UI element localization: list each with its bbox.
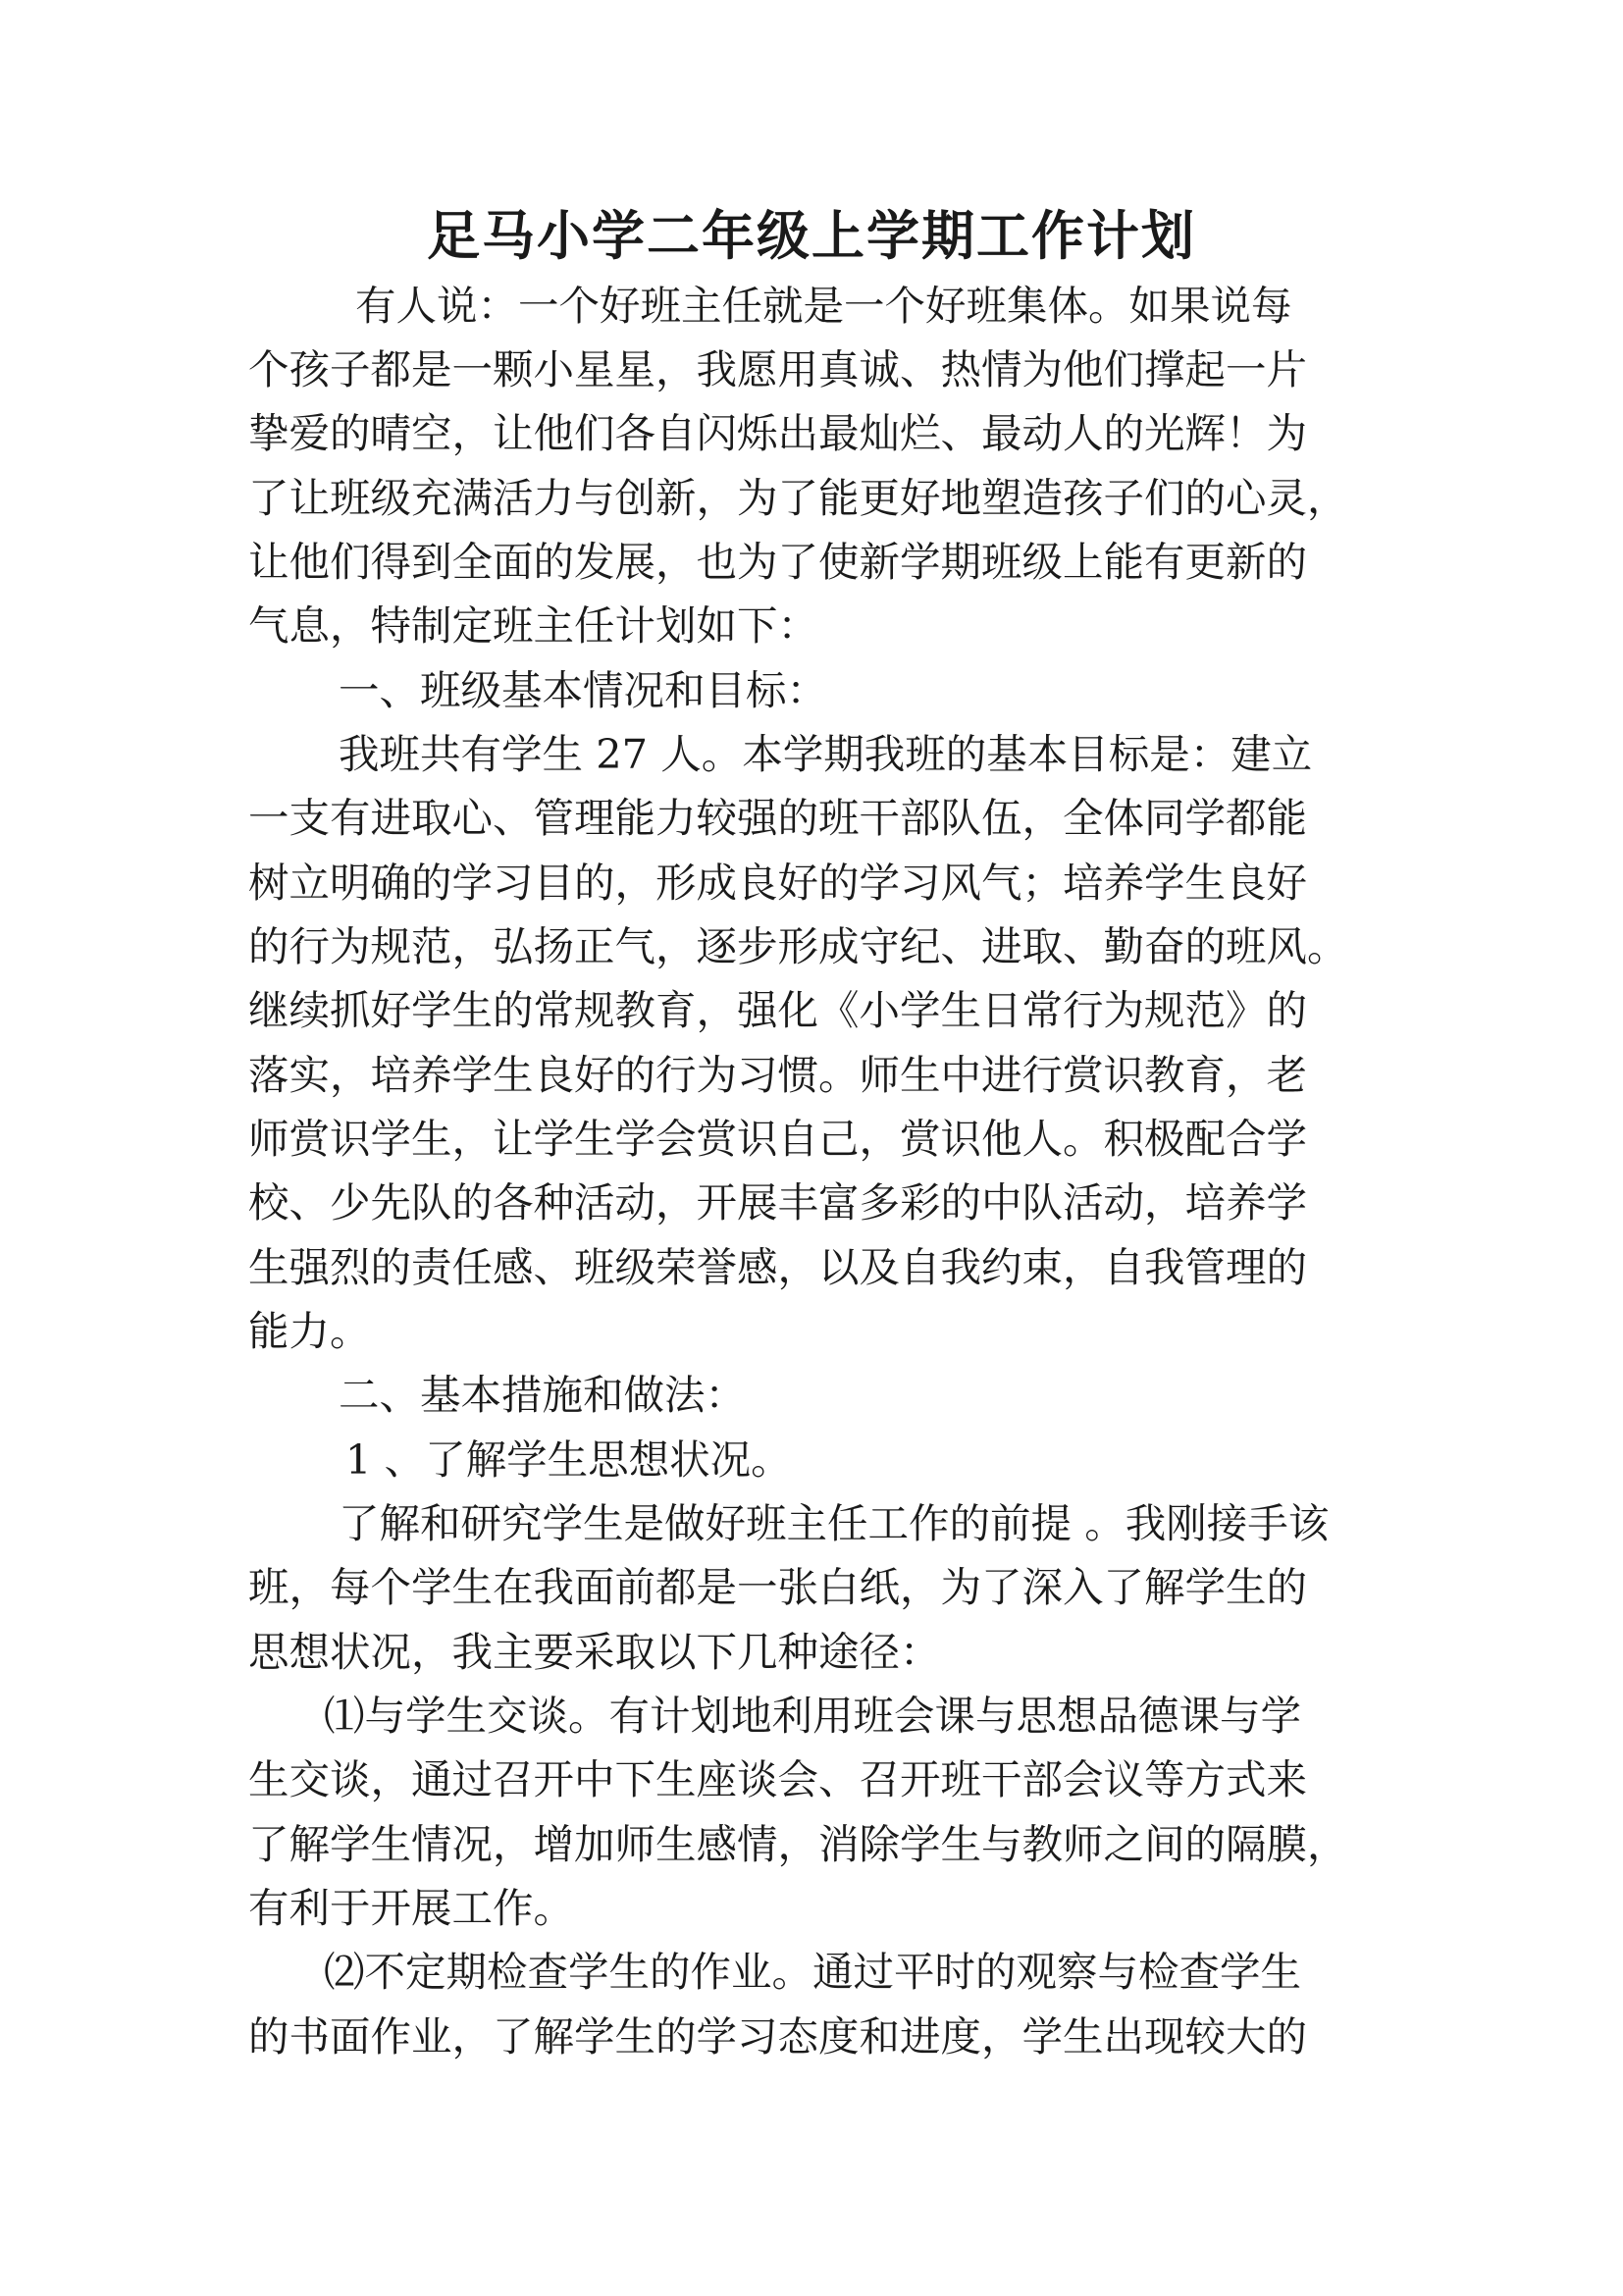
sub-heading: 1 、了解学生思想状况。	[345, 1435, 792, 1484]
paragraph-line: 校、少先队的各种活动，开展丰富多彩的中队活动，培养学	[248, 1178, 1308, 1226]
paragraph-line: 气息，特制定班主任计划如下：	[248, 601, 819, 650]
paragraph-line: 继续抓好学生的常规教育，强化《小学生日常行为规范》的	[248, 986, 1308, 1034]
paragraph-line: 生交谈，通过召开中下生座谈会、召开班干部会议等方式来	[248, 1755, 1308, 1803]
paragraph-line: 生强烈的责任感、班级荣誉感，以及自我约束，自我管理的	[248, 1243, 1308, 1291]
paragraph-line: 个孩子都是一颗小星星，我愿用真诚、热情为他们撑起一片	[248, 345, 1308, 393]
paragraph-line: 了让班级充满活力与创新，为了能更好地塑造孩子们的心灵，	[248, 474, 1348, 522]
paragraph-line: ⑵不定期检查学生的作业。通过平时的观察与检查学生	[324, 1948, 1302, 1996]
paragraph-line: 落实，培养学生良好的行为习惯。师生中进行赏识教育，老	[248, 1051, 1308, 1099]
paragraph-line: 挚爱的晴空，让他们各自闪烁出最灿烂、最动人的光辉！为	[248, 409, 1308, 457]
paragraph-line: 了解学生情况，增加师生感情，消除学生与教师之间的隔膜，	[248, 1820, 1348, 1868]
paragraph-line: 能力。	[248, 1307, 371, 1355]
paragraph-line: ⑴与学生交谈。有计划地利用班会课与思想品德课与学	[324, 1692, 1302, 1740]
paragraph-line: 让他们得到全面的发展，也为了使新学期班级上能有更新的	[248, 538, 1308, 586]
paragraph-line: 树立明确的学习目的，形成良好的学习风气；培养学生良好	[248, 859, 1308, 907]
paragraph-line: 了解和研究学生是做好班主任工作的前提 。我刚接手该	[339, 1499, 1330, 1547]
paragraph-line: 一支有进取心、管理能力较强的班干部队伍，全体同学都能	[248, 794, 1308, 842]
document-title: 足马小学二年级上学期工作计划	[427, 204, 1196, 267]
paragraph-line: 的行为规范，弘扬正气，逐步形成守纪、进取、勤奋的班风。	[248, 922, 1348, 970]
section-heading: 二、基本措施和做法：	[339, 1371, 747, 1419]
paragraph-line: 我班共有学生 27 人。本学期我班的基本目标是：建立	[339, 730, 1313, 778]
paragraph-line: 班，每个学生在我面前都是一张白纸，为了深入了解学生的	[248, 1563, 1308, 1611]
paragraph-line: 有人说：一个好班主任就是一个好班集体。如果说每	[355, 282, 1292, 330]
paragraph-line: 的书面作业，了解学生的学习态度和进度，学生出现较大的	[248, 2012, 1308, 2061]
paragraph-line: 思想状况，我主要采取以下几种途径：	[248, 1628, 941, 1676]
paragraph-line: 师赏识学生，让学生学会赏识自己，赏识他人。积极配合学	[248, 1115, 1308, 1163]
section-heading: 一、班级基本情况和目标：	[339, 666, 828, 714]
paragraph-line: 有利于开展工作。	[248, 1884, 575, 1932]
